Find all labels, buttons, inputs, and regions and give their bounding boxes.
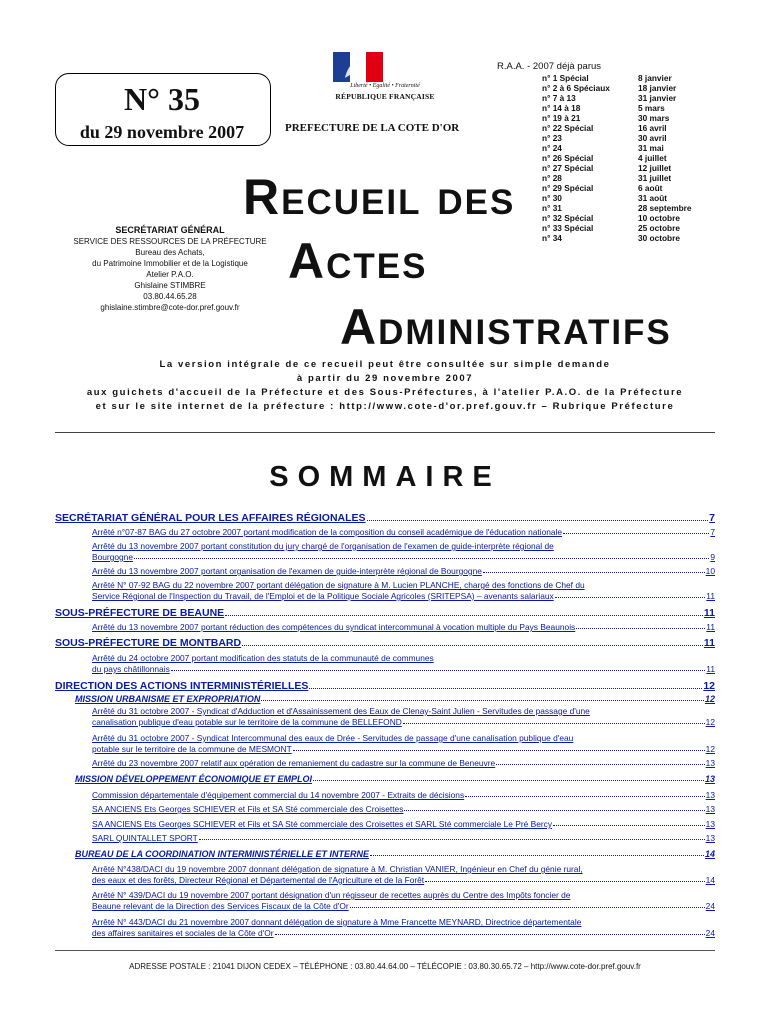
toc-page-number: 13: [705, 833, 715, 843]
raa-item-date: 30 avril: [638, 133, 667, 143]
toc-entry[interactable]: [92, 527, 715, 537]
toc-page-number: 13: [705, 758, 715, 768]
toc-text: potable sur le territoire de la commune de MESMONT: [92, 744, 292, 754]
toc-leader: [261, 700, 704, 701]
raa-item: [542, 203, 692, 213]
toc-leader: [370, 855, 704, 856]
toc-entry-text-line[interactable]: Arrêté N°438/DACI du 19 novembre 2007 donnant délégation de signature à M. Christian VANIER, Ingénieur en Chef du génie rural,: [92, 864, 583, 874]
toc-leader: [553, 825, 705, 826]
toc-page-number: 12: [703, 680, 715, 692]
toc-page-number: 13: [704, 774, 715, 784]
toc-leader: [242, 645, 703, 646]
raa-item-number: n° 24: [542, 143, 562, 153]
toc-leader: [313, 780, 704, 781]
issue-number: N° 35: [124, 81, 200, 117]
toc-entry-text-line[interactable]: Arrêté N° 443/DACI du 21 novembre 2007 donnant délégation de signature à Mme Francette MEYNARD, Directrice départementale: [92, 917, 582, 927]
toc-text: Arrêté du 13 novembre 2007 portant réduction des compétences du syndicat intercommunal à vocation multiple du Pays Beaunois: [92, 622, 576, 632]
raa-item: [542, 133, 692, 143]
toc-page-number: 11: [706, 622, 715, 632]
raa-item-number: n° 26 Spécial: [542, 153, 594, 163]
toc-page-number: 13: [705, 790, 715, 800]
toc-subsection[interactable]: [75, 694, 715, 704]
secretariat-heading: SECRÉTARIAT GÉNÉRAL: [115, 225, 225, 235]
toc-text: Service Régional de l'Inspection du Travail, de l'Emploi et de la Politique Sociale Agricoles (SRITEPSA) – avenants salariaux: [92, 591, 554, 601]
toc-text: MISSION URBANISME ET EXPROPRIATION: [75, 694, 261, 704]
intro-line: La version intégrale de ce recueil peut être consultée sur simple demande: [159, 359, 611, 370]
toc-page-number: 9: [710, 552, 715, 562]
toc-leader: [483, 572, 705, 573]
raa-item-date: 5 mars: [638, 103, 665, 113]
raa-item-number: n° 27 Spécial: [542, 163, 594, 173]
toc-leader: [275, 934, 705, 935]
toc-entry[interactable]: [92, 591, 715, 601]
toc-entry-text-line[interactable]: Arrêté du 31 octobre 2007 - Syndicat d'Adduction et d'Assainissement des Eaux de Clenay-Saint Julien - Servitudes de passage d'une: [92, 706, 590, 716]
toc-leader: [367, 520, 709, 521]
divider: [55, 432, 715, 433]
raa-item-date: 6 août: [638, 183, 663, 193]
toc-page-number: 7: [710, 527, 715, 537]
toc-page-number: 11: [703, 637, 715, 649]
toc-text: Arrêté du 13 novembre 2007 portant organisation de l'examen de guide-interprète régional de Bourgogne: [92, 566, 482, 576]
secretariat-email[interactable]: ghislaine.stimbre@cote-dor.pref.gouv.fr: [100, 303, 240, 312]
raa-item-number: n° 19 à 21: [542, 113, 581, 123]
toc-leader: [350, 907, 705, 908]
toc-text: SARL QUINTALLET SPORT: [92, 833, 198, 843]
raa-item-number: n° 28: [542, 173, 562, 183]
raa-item-date: 12 juillet: [638, 163, 672, 173]
toc-text: SA ANCIENS Ets Georges SCHIEVER et Fils et SA Sté commerciale des Croisettes: [92, 804, 404, 814]
raa-item: [542, 173, 692, 183]
raa-item: [542, 103, 692, 113]
toc-entry-text-line[interactable]: Arrêté du 31 octobre 2007 - Syndicat Intercommunal des eaux de Drée - Servitudes de passage d'une canalisation publique d'eau: [92, 733, 574, 743]
toc-page-number: 11: [703, 607, 715, 619]
toc-entry[interactable]: [92, 622, 715, 632]
toc-entry[interactable]: [92, 758, 715, 768]
raa-item: [542, 183, 692, 193]
toc-page-number: 10: [705, 566, 715, 576]
raa-item-number: n° 34: [542, 233, 562, 243]
divider: [55, 950, 715, 951]
toc-leader: [563, 533, 709, 534]
raa-item-number: n° 2 à 6 Spéciaux: [542, 83, 610, 93]
toc-page-number: 14: [704, 849, 715, 859]
raa-item: [542, 73, 692, 83]
toc-page-number: 14: [705, 875, 715, 885]
toc-leader: [134, 558, 709, 559]
raa-item-number: n° 1 Spécial: [542, 73, 589, 83]
raa-item-date: 31 août: [638, 193, 668, 203]
toc-entry[interactable]: [92, 664, 715, 674]
toc-entry[interactable]: [92, 717, 715, 727]
raa-item: [542, 143, 692, 153]
raa-item-date: 8 janvier: [638, 73, 672, 83]
toc-text: Commission départementale d'équipement commercial du 14 novembre 2007 - Extraits de décisions: [92, 790, 465, 800]
toc-text: SOUS-PRÉFECTURE DE MONTBARD: [55, 637, 242, 649]
secretariat-line: du Patrimoine Immobilier et de la Logistique: [92, 259, 248, 268]
toc-text: MISSION DÉVELOPPEMENT ÉCONOMIQUE ET EMPLOI: [75, 774, 313, 784]
title-line-1: Recueil des: [243, 169, 516, 225]
toc-text: DIRECTION DES ACTIONS INTERMINISTÉRIELLES: [55, 680, 309, 692]
raa-item-number: n° 32 Spécial: [542, 213, 594, 223]
toc-text: Arrêté du 23 novembre 2007 relatif aux opération de remaniement du cadastre sur la commune de Beneuvre: [92, 758, 496, 768]
raa-item: [542, 233, 692, 243]
secretariat-line: Atelier P.A.O.: [146, 270, 194, 279]
toc-entry[interactable]: [92, 744, 715, 754]
toc-text: Bourgogne: [92, 552, 133, 562]
intro-line: et sur le site internet de la préfecture : http://www.cote-d'or.pref.gouv.fr – Rubrique Préfecture: [95, 401, 675, 412]
toc-leader: [404, 810, 704, 811]
toc-text: canalisation publique d'eau potable sur le territoire de la commune de BELLEFOND: [92, 717, 402, 727]
toc-entry[interactable]: [92, 819, 715, 829]
raa-item: [542, 163, 692, 173]
raa-item-date: 31 mai: [638, 143, 664, 153]
secretariat-line: SERVICE DES RESSOURCES DE LA PRÉFECTURE: [73, 237, 267, 246]
toc-entry[interactable]: [92, 566, 715, 576]
raa-item-number: n° 7 à 13: [542, 93, 576, 103]
raa-item: [542, 93, 692, 103]
raa-item-number: n° 14 à 18: [542, 103, 581, 113]
toc-leader: [309, 688, 702, 689]
toc-text: SOUS-PRÉFECTURE DE BEAUNE: [55, 607, 225, 619]
raa-item: [542, 213, 692, 223]
raa-item: [542, 193, 692, 203]
raa-list: [542, 73, 692, 243]
toc-leader: [199, 839, 705, 840]
toc-page-number: 11: [706, 591, 715, 601]
raa-item-number: n° 30: [542, 193, 562, 203]
raa-item-date: 31 janvier: [638, 93, 677, 103]
raa-item-number: n° 22 Spécial: [542, 123, 594, 133]
toc-leader: [225, 615, 703, 616]
footer-address: ADRESSE POSTALE : 21041 DIJON CEDEX – TÉLÉPHONE : 03.80.44.64.00 – TÉLÉCOPIE : 03.80.30.65.72 – http://www.cote-dor.pref.gouv.fr: [129, 962, 641, 971]
secretariat-line: 03.80.44.65.28: [143, 292, 197, 301]
raa-item-number: n° 23: [542, 133, 562, 143]
prefecture-label: PREFECTURE DE LA COTE D'OR: [285, 122, 460, 134]
intro-line: à partir du 29 novembre 2007: [296, 373, 474, 384]
raa-item-date: 10 octobre: [638, 213, 680, 223]
toc-text: Beaune relevant de la Direction des Services Fiscaux de la Côte d'Or: [92, 901, 349, 911]
marianne-icon: [333, 52, 383, 82]
sommaire-title: SOMMAIRE: [269, 461, 501, 493]
toc-page-number: 12: [705, 744, 715, 754]
toc-section[interactable]: [55, 637, 715, 649]
intro-line: aux guichets d'accueil de la Préfecture et des Sous-Préfectures, à l'atelier P.A.O. de la Préfecture: [86, 387, 684, 398]
toc-text: BUREAU DE LA COORDINATION INTERMINISTÉRIELLE ET INTERNE: [75, 849, 370, 859]
raa-item: [542, 123, 692, 133]
toc-page-number: 13: [705, 819, 715, 829]
raa-item-date: 31 juillet: [638, 173, 672, 183]
raa-item-date: 4 juillet: [638, 153, 667, 163]
toc-leader: [425, 881, 705, 882]
toc-page-number: 12: [705, 717, 715, 727]
toc-page-number: 11: [706, 664, 715, 674]
logo-motto: Liberté • Égalité • Fraternité: [350, 83, 420, 89]
toc-leader: [465, 796, 705, 797]
toc-text: SECRÉTARIAT GÉNÉRAL POUR LES AFFAIRES RÉGIONALES: [55, 512, 366, 524]
toc-entry-text-line[interactable]: Arrêté du 24 octobre 2007 portant modification des statuts de la communauté de communes: [92, 653, 434, 663]
raa-item-date: 30 mars: [638, 113, 670, 123]
toc-text: SA ANCIENS Ets Georges SCHIEVER et Fils et SA Sté commerciale des Croisettes et SARL Sté commerciale Le Pré Bercy: [92, 819, 553, 829]
raa-item-number: n° 29 Spécial: [542, 183, 594, 193]
raa-item-date: 30 octobre: [638, 233, 680, 243]
logo-republic: RÉPUBLIQUE FRANÇAISE: [335, 92, 435, 101]
toc-subsection[interactable]: [75, 849, 715, 859]
raa-item-date: 25 octobre: [638, 223, 680, 233]
secretariat-line: Bureau des Achats,: [135, 248, 205, 257]
toc-leader: [496, 764, 705, 765]
toc-entry-text-line[interactable]: Arrêté du 13 novembre 2007 portant constitution du jury chargé de l'organisation de l'examen de guide-interprète régional de: [92, 541, 554, 551]
toc-entry[interactable]: [92, 928, 715, 938]
toc-section[interactable]: [55, 607, 715, 619]
toc-page-number: 24: [705, 901, 715, 911]
toc-entry[interactable]: [92, 833, 715, 843]
raa-item-date: 16 avril: [638, 123, 667, 133]
toc-leader: [555, 597, 706, 598]
secretariat-block: [57, 225, 283, 313]
raa-item-number: n° 31: [542, 203, 562, 213]
toc-page-number: 24: [705, 928, 715, 938]
toc-entry[interactable]: [92, 875, 715, 885]
raa-item: [542, 113, 692, 123]
toc-entry[interactable]: [92, 901, 715, 911]
raa-item: [542, 153, 692, 163]
toc-entry[interactable]: [92, 552, 715, 562]
raa-item: [542, 223, 692, 233]
toc-section[interactable]: [55, 680, 715, 692]
raa-title: R.A.A. - 2007 déjà parus: [497, 61, 602, 72]
republique-francaise-logo: [333, 52, 437, 108]
issue-date: du 29 novembre 2007: [79, 122, 245, 142]
toc-text: du pays châtillonnais: [92, 664, 170, 674]
toc-page-number: 13: [705, 804, 715, 814]
toc-entry-text-line[interactable]: Arrêté N° 07-92 BAG du 22 novembre 2007 portant délégation de signature à M. Lucien PLANCHE, chargé des fonctions de Chef du: [92, 580, 585, 590]
toc-text: des affaires sanitaires et sociales de la Côte d'Or: [92, 928, 274, 938]
toc-entry-text-line[interactable]: Arrêté N° 439/DACI du 19 novembre 2007 portant désignation d'un régisseur de recettes auprès du Centre des Impôts foncier de: [92, 890, 571, 900]
toc-leader: [171, 670, 706, 671]
raa-item-date: 28 septembre: [638, 203, 692, 213]
toc-page-number: 7: [709, 512, 715, 524]
toc-subsection[interactable]: [75, 774, 715, 784]
raa-item: [542, 83, 692, 93]
toc-leader: [293, 750, 705, 751]
intro-text: [55, 358, 715, 414]
secretariat-line: Ghislaine STIMBRE: [134, 281, 206, 290]
toc-page-number: 12: [704, 694, 715, 704]
raa-item-date: 18 janvier: [638, 83, 677, 93]
toc-leader: [403, 723, 705, 724]
toc-leader: [576, 628, 705, 629]
title-line-3: Administratifs: [340, 299, 672, 355]
title-line-2: Actes: [288, 233, 428, 289]
toc-text: Arrêté n°07-87 BAG du 27 octobre 2007 portant modification de la composition du conseil académique de l'éducation nationale: [92, 527, 563, 537]
raa-item-number: n° 33 Spécial: [542, 223, 594, 233]
toc-section[interactable]: [55, 512, 715, 524]
toc-entry[interactable]: [92, 790, 715, 800]
toc-text: des eaux et des forêts, Directeur Régional et Départemental de l'Agriculture et de la Forêt: [92, 875, 425, 885]
toc-entry[interactable]: [92, 804, 715, 814]
